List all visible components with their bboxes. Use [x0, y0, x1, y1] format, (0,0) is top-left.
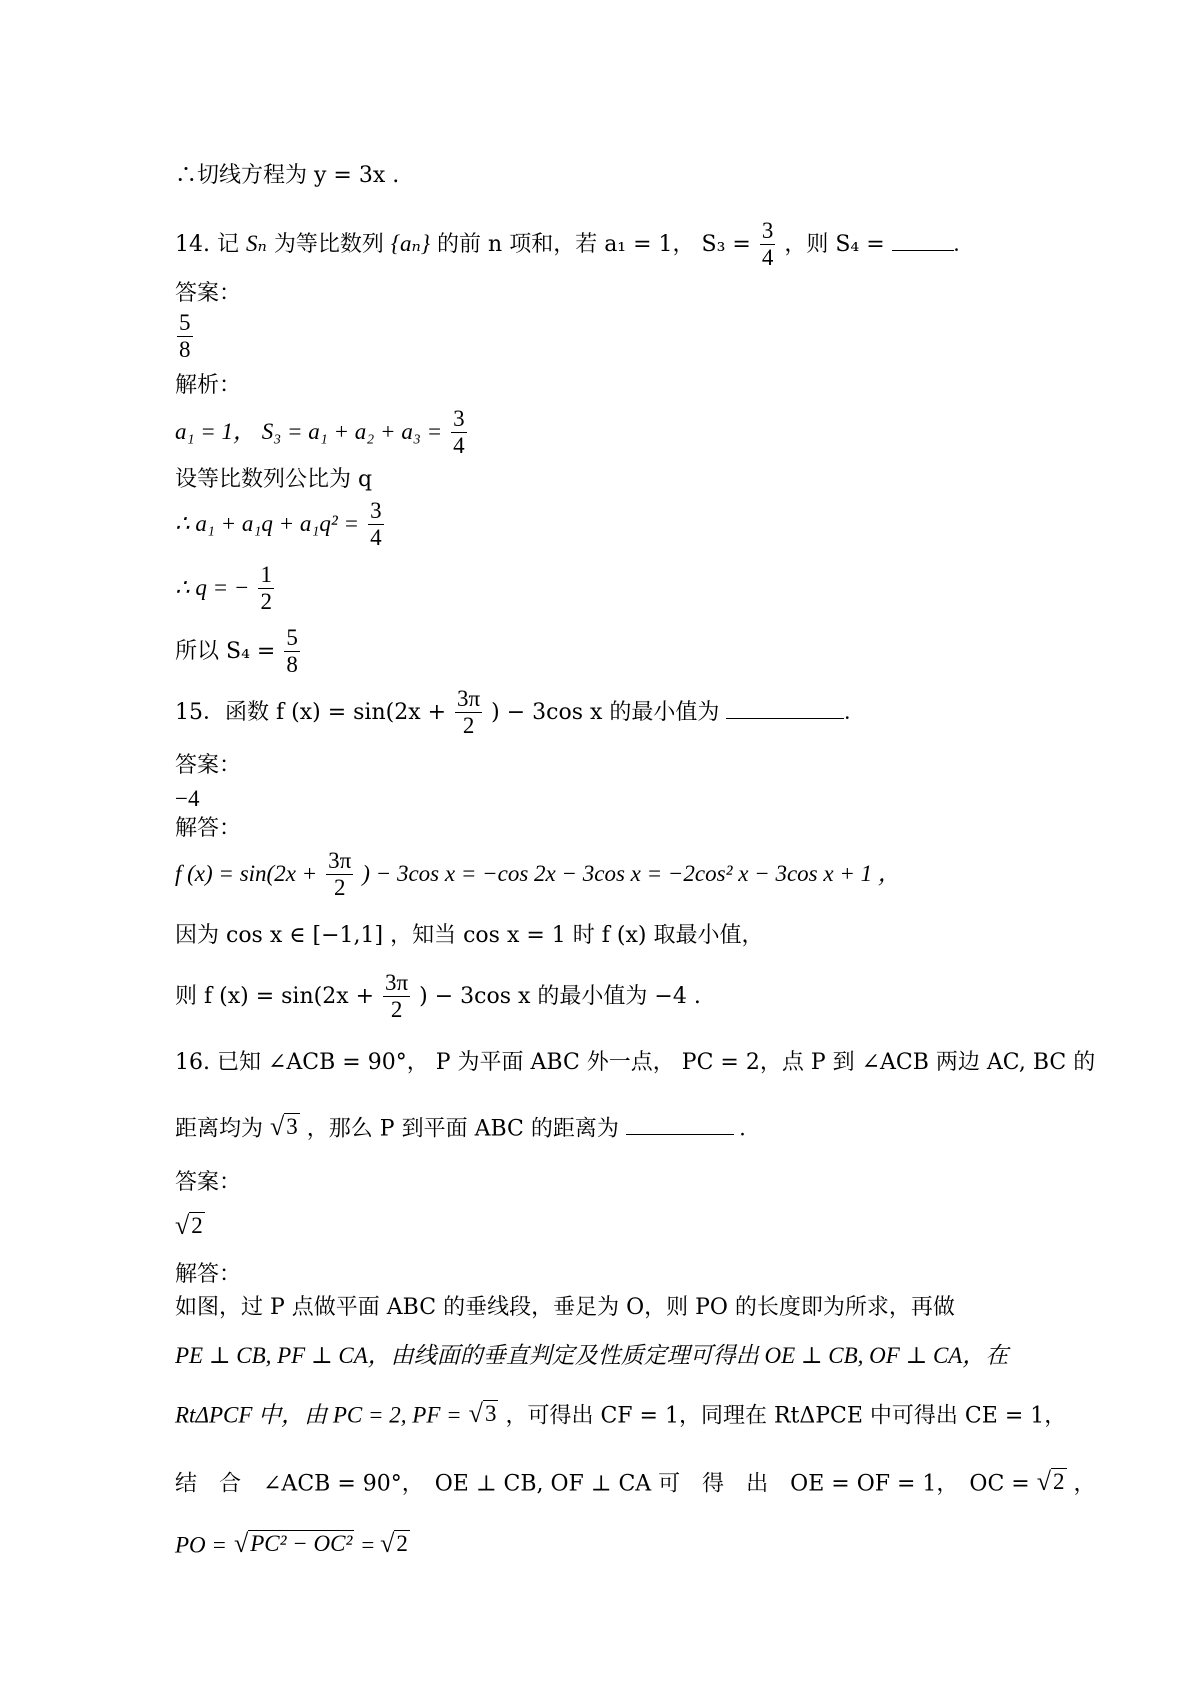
equals: = — [361, 1532, 381, 1558]
solution-label-16 — [175, 1262, 241, 1288]
radicand: 2 — [396, 1531, 408, 1556]
numerator: 3π — [326, 848, 353, 875]
sqrt-two — [380, 1530, 410, 1557]
text-end: ， — [1073, 1471, 1096, 1497]
text-start: 距离均为 — [175, 1116, 264, 1142]
radicand: 2 — [1053, 1469, 1065, 1494]
answer-blank — [726, 718, 844, 719]
denominator: 2 — [260, 589, 272, 615]
sqrt-two — [175, 1212, 205, 1239]
answer-blank — [626, 1134, 734, 1135]
sqrt-pc-oc — [234, 1530, 354, 1557]
proof-line-3 — [175, 1400, 1066, 1430]
radicand: 3 — [484, 1401, 497, 1426]
numerator: 3 — [368, 498, 384, 525]
q14-tail: 的前 n 项和，若 a₁ = 1， S₃ = — [437, 231, 751, 257]
denominator: 8 — [286, 652, 298, 678]
fraction-three-quarters — [368, 498, 384, 552]
question-14 — [175, 218, 959, 272]
equation: 所以 S₄ = — [175, 638, 276, 664]
denominator: 4 — [453, 433, 465, 459]
solution-line-2 — [175, 923, 763, 949]
numerator: 3π — [383, 970, 410, 997]
denominator: 4 — [370, 525, 382, 551]
q14-answer — [175, 310, 195, 364]
analysis-label — [175, 373, 241, 399]
radicand: 3 — [286, 1114, 298, 1139]
q15-head: 15．函数 f (x) = sin(2x + — [175, 699, 447, 725]
equation-tail: ) − 3cos x 的最小值为 −4 . — [419, 983, 701, 1009]
label: 解答： — [175, 1262, 242, 1287]
radicand: PC² − OC² — [250, 1531, 353, 1556]
q14-head: 14. 记 — [175, 231, 239, 257]
proof-line-4 — [175, 1468, 1096, 1498]
equation: a₁ = 1， S₃ = a₁ + a₂ + a₃ = — [175, 418, 443, 444]
radicand: 2 — [191, 1213, 203, 1238]
equation-tail: ) − 3cos x = −cos 2x − 3cos x = −2cos² x − 3cos x + 1 ， — [362, 860, 901, 886]
q16-answer — [175, 1212, 205, 1242]
radical-sign: √ — [233, 1529, 249, 1559]
proof-line-2 — [175, 1342, 1008, 1370]
denominator: 2 — [333, 875, 346, 901]
text-end: ，那么 P 到平面 ABC 的距离为 — [306, 1116, 619, 1142]
equation: ∴ q = − — [175, 574, 250, 600]
proof-line-5 — [175, 1530, 410, 1560]
solution-label-15 — [175, 816, 241, 842]
text-line: 设等比数列公比为 q — [175, 467, 373, 492]
equation: ∴ a₁ + a₁q + a₁q² = — [175, 510, 360, 536]
q14-end: ，则 S₄ = — [784, 231, 885, 257]
solution-line-3 — [175, 970, 701, 1024]
fraction-three-quarters — [451, 406, 467, 460]
numerator: 3 — [760, 218, 776, 245]
text-line: 如图，过 P 点做平面 ABC 的垂线段，垂足为 O，则 PO 的长度即为所求，再做 — [175, 1295, 955, 1320]
radical-sign: √ — [468, 1399, 483, 1429]
analysis-line-1 — [175, 406, 469, 460]
analysis-line-3 — [175, 498, 386, 552]
fraction-three-pi-over-two — [383, 970, 410, 1024]
fraction-three-pi-over-two — [455, 686, 482, 740]
label: 解答： — [175, 816, 242, 841]
sqrt-three — [270, 1113, 300, 1140]
radical-sign: √ — [175, 1211, 190, 1241]
answer-label-16 — [175, 1170, 241, 1196]
answer-blank — [892, 250, 954, 251]
analysis-line-4 — [175, 562, 276, 616]
text-line: ∴切线方程为 y = 3x . — [175, 163, 400, 188]
sqrt-three — [469, 1400, 499, 1427]
radical-sign: √ — [270, 1112, 285, 1142]
text-start: 结 合 ∠ACB = 90°， OE ⊥ CB, OF ⊥ CA 可 得 出 OE = OF = 1， OC = — [175, 1471, 1030, 1497]
answer-label-15 — [175, 753, 241, 779]
sqrt-two — [1037, 1468, 1067, 1495]
label: 答案： — [175, 281, 242, 306]
denominator: 2 — [390, 997, 403, 1023]
answer-value: −4 — [175, 786, 200, 811]
q15-tail: ) − 3cos x 的最小值为 — [491, 699, 720, 725]
question-15 — [175, 686, 850, 740]
question-16-line-2 — [175, 1113, 745, 1143]
period: . — [953, 230, 960, 256]
label: 答案： — [175, 753, 242, 778]
fraction-one-half — [258, 562, 274, 616]
tangent-line-conclusion — [175, 163, 399, 189]
fraction-three-pi-over-two — [326, 848, 353, 902]
fraction-five-eighths — [177, 310, 193, 364]
denominator: 4 — [761, 245, 774, 271]
period: . — [844, 698, 851, 724]
question-16-line-1 — [175, 1050, 1095, 1076]
answer-label — [175, 281, 241, 307]
text-line: 因为 cos x ∈ [−1,1] ，知当 cos x = 1 时 f (x) 取最小值， — [175, 923, 764, 948]
numerator: 5 — [177, 310, 193, 337]
an-symbol: {aₙ} — [390, 230, 431, 256]
period: . — [733, 1115, 746, 1141]
numerator: 1 — [258, 562, 274, 589]
solution-line-1 — [175, 848, 901, 902]
radical-sign: √ — [380, 1529, 395, 1559]
text-end: ，可得出 CF = 1，同理在 RtΔPCE 中可得出 CE = 1， — [505, 1403, 1067, 1429]
label: 解析： — [175, 373, 242, 398]
equation: f (x) = sin(2x + — [175, 860, 318, 886]
fraction-three-quarters — [760, 218, 776, 272]
q15-answer — [175, 785, 199, 813]
text-line: 16. 已知 ∠ACB = 90°， P 为平面 ABC 外一点， PC = 2，点 P 到 ∠ACB 两边 AC, BC 的 — [175, 1050, 1096, 1075]
label: 答案： — [175, 1170, 242, 1195]
text-start: RtΔPCF 中，由 PC = 2, PF = — [175, 1402, 462, 1428]
sn-symbol: Sₙ — [245, 230, 267, 256]
numerator: 3 — [451, 406, 467, 433]
denominator: 2 — [462, 713, 475, 739]
q14-mid: 为等比数列 — [273, 231, 384, 257]
fraction-five-eighths — [284, 625, 300, 679]
text-line: PE ⊥ CB, PF ⊥ CA，由线面的垂直判定及性质定理可得出 OE ⊥ CB, OF ⊥ CA，在 — [175, 1343, 1009, 1368]
analysis-line-5 — [175, 625, 302, 679]
radical-sign: √ — [1036, 1467, 1051, 1497]
numerator: 5 — [284, 625, 300, 652]
text-start: PO = — [175, 1532, 227, 1558]
analysis-line-2 — [175, 467, 372, 493]
denominator: 8 — [179, 337, 191, 363]
numerator: 3π — [455, 686, 482, 713]
equation: 则 f (x) = sin(2x + — [175, 983, 375, 1009]
proof-line-1 — [175, 1295, 955, 1321]
